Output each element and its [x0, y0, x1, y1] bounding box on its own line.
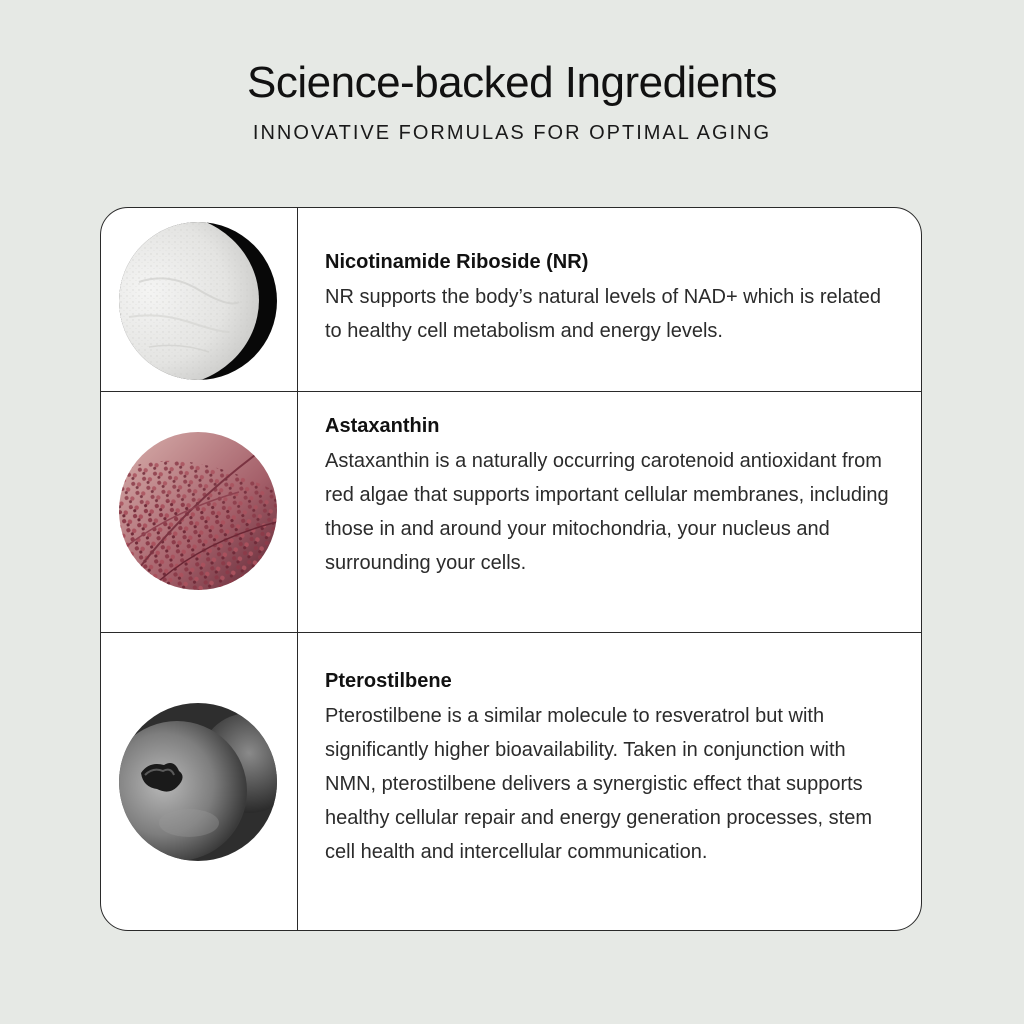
ingredients-card: [100, 207, 922, 931]
blueberry-closeup-image: [119, 703, 277, 861]
ingredient-name: Pterostilbene: [325, 670, 452, 692]
page-subtitle: INNOVATIVE FORMULAS FOR OPTIMAL AGING: [252, 122, 772, 144]
ingredient-row-astaxanthin: [101, 392, 921, 633]
ingredient-description: Pterostilbene is a similar molecule to resveratrol but with significantly higher bioavailability. Taken in conjunction with NMN, pterostilbene delivers a synergistic effect that supports healthy cellular repair and energy generation processes, stem cell health and intercellular communication.: [325, 705, 872, 863]
page-title: Science-backed Ingredients: [247, 58, 777, 107]
white-powder-disc-on-black-image: [119, 222, 277, 380]
red-algae-plant-image: [119, 432, 277, 590]
ingredient-text-pterostilbene: [325, 667, 895, 869]
ingredient-row-pterostilbene: [101, 633, 921, 931]
ingredient-row-nr: [101, 208, 921, 392]
ingredient-description: NR supports the body’s natural levels of NAD+ which is related to healthy cell metabolism and energy levels.: [325, 286, 882, 342]
ingredient-description: Astaxanthin is a naturally occurring carotenoid antioxidant from red algae that supports important cellular membranes, including those in and around your mitochondria, your nucleus and surrounding your cells.: [325, 450, 889, 574]
ingredient-text-nr: [325, 248, 895, 348]
ingredient-name: Astaxanthin: [325, 415, 440, 437]
ingredient-name: Nicotinamide Riboside (NR): [325, 251, 589, 273]
ingredient-text-astaxanthin: [325, 412, 895, 580]
